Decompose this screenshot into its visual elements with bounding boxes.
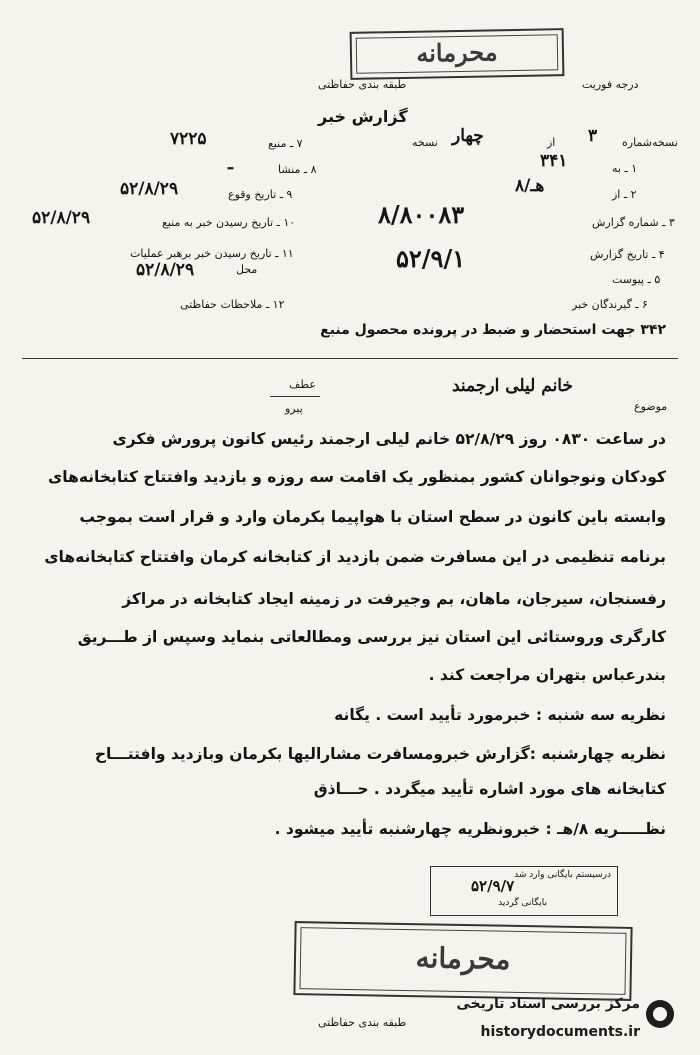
footer-center-name: مرکز بررسی اسناد تاریخی [456, 996, 640, 1012]
top-stamp-text: محرمانه [416, 37, 498, 68]
classification-label-bottom: طبقه بندی حفاظتی [318, 1016, 407, 1029]
opinion-line: نظریه سه شنبه : خبرمورد تأیید است . یگانه [334, 706, 666, 724]
recipients-value: ۳۴۲ جهت استحضار و ضبط در پرونده محصول منبع [320, 322, 666, 338]
report-date-label: ۴ ـ تاریخ گزارش [590, 248, 665, 261]
event-date-value: ۵۲/۸/۲۹ [120, 179, 179, 199]
to-value: ۳۴۱ [540, 151, 568, 171]
body-line: بندرعباس بتهران مراجعت کند . [428, 666, 666, 684]
body-line: وابسته باین کانون در سطح استان با هواپیما بکرمان وارد و قرار است بموجب [79, 508, 666, 526]
opinion-line: نظریه چهارشنبه :گزارش خبرومسافرت مشارالیها بکرمان وبازدید وافتتـــاح [94, 745, 666, 763]
footer-website[interactable]: historydocuments.ir [480, 1024, 640, 1040]
copy-of-label: از [547, 136, 556, 149]
place-label: محل [236, 263, 258, 276]
received-ops-value: ۵۲/۸/۲۹ [136, 260, 195, 280]
opinion-line: کتابخانه های مورد اشاره تأیید میگردد . حـــاذق [313, 780, 666, 798]
archive-logo-icon [646, 1000, 674, 1028]
copy-of-value: چهار [452, 126, 484, 146]
source-label: ۷ ـ منبع [268, 137, 303, 150]
report-number-label: ۳ ـ شماره گزارش [592, 216, 675, 229]
report-date-value: ۵۲/۹/۱ [396, 244, 466, 273]
subject-label: موضوع [634, 400, 668, 413]
urgency-label: درجه فوریت [582, 78, 639, 91]
archive-stamp-line1: درسیستم بایگانی وارد شد [514, 870, 611, 880]
body-line: برنامه تنظیمی در این مسافرت ضمن بازدید از کتابخانه کرمان وافتتاح کتابخانه‌های [44, 548, 666, 566]
recipients-label: ۶ ـ گیرندگان خبر [572, 298, 648, 311]
report-number-value: ۸/۸۰۰۸۳ [378, 200, 465, 229]
opinion-line: نظـــــریه ۸/هـ : خبرونظریه چهارشنبه تأیید میشود . [274, 820, 666, 838]
subject-value: خانم لیلی ارجمند [452, 376, 574, 396]
attachment-label: ۵ ـ پیوست [612, 273, 661, 286]
archive-stamp-line3: بایگانی گردید [498, 898, 547, 908]
from-value: ۸/هـ [515, 176, 545, 196]
body-line: رفسنجان، سیرجان، ماهان، بم وجیرفت در زمینه ایجاد کتابخانه در مراکز [122, 590, 666, 608]
received-ops-label: ۱۱ ـ تاریخ رسیدن خبر برهبر عملیات [130, 247, 294, 260]
origin-value: ـ [228, 154, 233, 174]
body-line: کودکان ونوجوانان کشور بمنظور یک اقامت سه روزه و بازدید وافتتاح کتابخانه‌های [48, 468, 666, 486]
body-line: کارگری وروستائی این استان نیز بررسی ومطالعاتی بنماید وسپس از طـــریق [77, 628, 666, 646]
reference-label: عطف [289, 378, 316, 391]
copy-number-label: نسخه‌شماره [622, 136, 678, 149]
from-label: ۲ ـ از [612, 188, 637, 201]
body-line: در ساعت ۰۸۳۰ روز ۵۲/۸/۲۹ خانم لیلی ارجمند رئیس کانون پرورش فکری [112, 430, 666, 448]
origin-label: ۸ ـ منشا [278, 163, 317, 176]
copy-suffix: نسخه [412, 136, 438, 149]
archive-stamp-date: ۵۲/۹/۷ [471, 877, 515, 895]
security-notes-label: ۱۲ ـ ملاحظات حفاظتی [180, 298, 285, 311]
copy-number-value: ۳ [588, 126, 598, 146]
top-classification-stamp [350, 28, 565, 80]
bottom-stamp-text: محرمانه [415, 941, 511, 976]
to-label: ۱ ـ به [612, 162, 638, 175]
classification-label-top: طبقه بندی حفاظتی [318, 78, 407, 91]
source-value: ۷۲۲۵ [170, 129, 207, 149]
event-date-label: ۹ ـ تاریخ وقوع [228, 188, 293, 201]
archive-stamp [430, 866, 618, 916]
received-source-value: ۵۲/۸/۲۹ [32, 208, 91, 228]
bottom-classification-stamp [293, 921, 632, 1001]
follow-label: پیرو [285, 402, 303, 415]
reference-line [270, 396, 320, 397]
report-title: گزارش خبر [318, 107, 408, 126]
received-source-label: ۱۰ ـ تاریخ رسیدن خبر به منبع [162, 216, 296, 229]
header-divider [22, 358, 678, 359]
